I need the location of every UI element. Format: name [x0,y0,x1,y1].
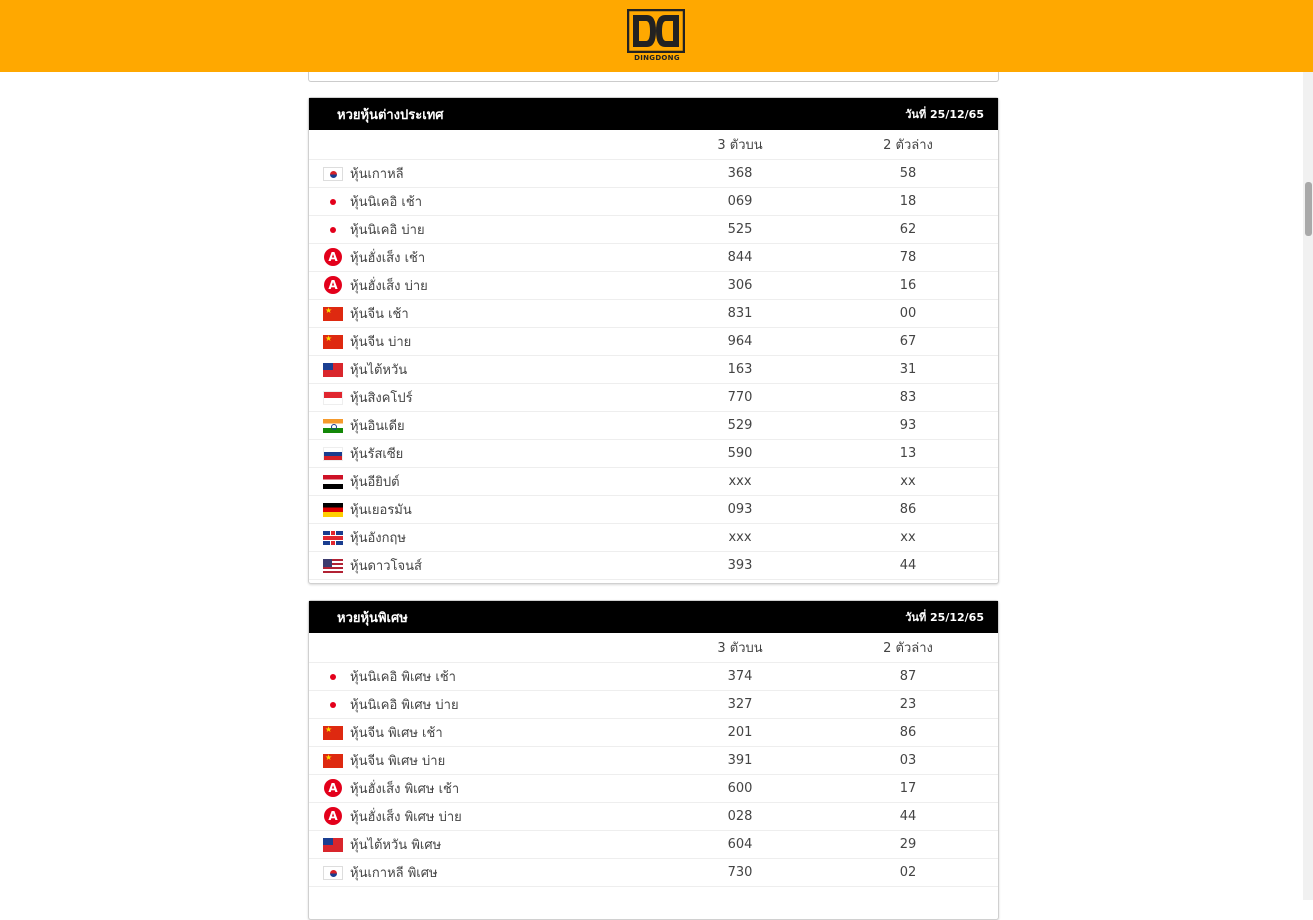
two-bottom-value: 31 [899,362,917,377]
two-bottom-value: 44 [899,558,917,573]
table-row [309,440,998,468]
column-two-bottom-header: 2 ตัวล่าง [883,641,933,656]
flag-icon [323,503,343,517]
flag-icon [323,726,343,740]
lottery-name: หุ้นเกาหลี พิเศษ [350,866,438,881]
two-bottom-value: 00 [899,306,917,321]
two-bottom-value: 17 [899,781,917,796]
table-row [309,691,998,719]
table-row [309,300,998,328]
lottery-name-cell [309,806,662,827]
flag-icon [323,363,343,377]
flag-icon [323,251,343,265]
three-top-value: 964 [727,334,753,349]
flag-icon [323,754,343,768]
two-bottom-value: 03 [899,753,917,768]
panel-title: หวยหุ้นพิเศษ [337,610,408,626]
flag-icon [323,810,343,824]
two-bottom-value: 02 [899,865,917,880]
lottery-name: หุ้นอินเดีย [350,419,405,434]
two-bottom-value: xx [900,474,916,489]
lottery-name: หุ้นสิงคโปร์ [350,391,413,406]
flag-icon [323,307,343,321]
table-row [309,272,998,300]
flag-icon [323,782,343,796]
three-top-value: 600 [727,781,753,796]
lottery-name-cell [309,275,662,296]
lottery-name-cell [309,471,662,492]
table-row [309,468,998,496]
three-top-value: 368 [727,166,753,181]
three-top-value: 831 [727,306,753,321]
flag-icon [323,223,343,237]
flag-icon [323,279,343,293]
special-stock-lottery-panel [308,600,999,920]
lottery-name: หุ้นจีน เช้า [350,307,409,322]
panel-header [309,601,998,633]
panel-title: หวยหุ้นต่างประเทศ [337,107,444,123]
three-top-value: 391 [727,753,753,768]
scrollbar-thumb[interactable] [1305,182,1312,236]
table-row [309,160,998,188]
flag-icon [323,866,343,880]
lottery-name-cell [309,443,662,464]
three-top-value: 374 [727,669,753,684]
three-top-value: 844 [727,250,753,265]
table-row [309,831,998,859]
flag-icon [323,335,343,349]
lottery-name-cell [309,303,662,324]
lottery-name-cell [309,163,662,184]
table-row [309,859,998,887]
three-top-value: 069 [727,194,753,209]
three-top-value: 590 [727,446,753,461]
lottery-name-cell [309,415,662,436]
lottery-name: หุ้นฮั่งเส็ง เช้า [350,251,426,266]
column-three-top-header: 3 ตัวบน [717,641,763,656]
table-row [309,384,998,412]
page-scrollbar[interactable] [1303,72,1313,900]
lottery-name: หุ้นนิเคอิ พิเศษ เช้า [350,670,456,685]
three-top-value: 093 [727,502,753,517]
foreign-stock-lottery-panel [308,97,999,584]
flag-icon [323,391,343,405]
column-header-row [309,130,998,160]
lottery-name-cell [309,191,662,212]
three-top-value: 604 [727,837,753,852]
lottery-name-cell [309,247,662,268]
flag-icon [323,531,343,545]
lottery-name: หุ้นอังกฤษ [350,531,406,546]
lottery-name-cell [309,778,662,799]
two-bottom-value: 83 [899,390,917,405]
table-row [309,188,998,216]
lottery-name: หุ้นจีน พิเศษ เช้า [350,726,443,741]
lottery-name-cell [309,499,662,520]
flag-icon [323,670,343,684]
two-bottom-value: 78 [899,250,917,265]
lottery-name-cell [309,694,662,715]
lottery-name-cell [309,331,662,352]
lottery-name-cell [309,834,662,855]
table-row [309,552,998,580]
column-two-bottom-header: 2 ตัวล่าง [883,138,933,153]
three-top-value: 529 [727,418,753,433]
results-list [309,160,998,580]
three-top-value: 393 [727,558,753,573]
lottery-name-cell [309,387,662,408]
lottery-name: หุ้นเกาหลี [350,167,404,182]
lottery-name: หุ้นดาวโจนส์ [350,559,422,574]
column-three-top-header: 3 ตัวบน [717,138,763,153]
three-top-value: 327 [727,697,753,712]
lottery-name: หุ้นอียิปต์ [350,475,400,490]
two-bottom-value: 29 [899,837,917,852]
lottery-name: หุ้นจีน บ่าย [350,335,412,350]
three-top-value: 306 [727,278,753,293]
three-top-value: 730 [727,865,753,880]
panel-date: วันที่ 25/12/65 [905,108,984,121]
two-bottom-value: 13 [899,446,917,461]
lottery-name: หุ้นไต้หวัน [350,363,408,378]
two-bottom-value: 93 [899,418,917,433]
flag-icon [323,475,343,489]
logo-text: DINGDONG [634,54,680,62]
flag-icon [323,447,343,461]
three-top-value: xxx [728,474,752,489]
lottery-name: หุ้นฮั่งเส็ง พิเศษ เช้า [350,782,460,797]
lottery-name: หุ้นนิเคอิ เช้า [350,195,422,210]
three-top-value: 163 [727,362,753,377]
two-bottom-value: 58 [899,166,917,181]
two-bottom-value: 87 [899,669,917,684]
table-row [309,412,998,440]
lottery-name-cell [309,555,662,576]
table-row [309,663,998,691]
column-header-row [309,633,998,663]
results-list [309,663,998,887]
lottery-name: หุ้นนิเคอิ พิเศษ บ่าย [350,698,459,713]
three-top-value: 525 [727,222,753,237]
top-header-bar [0,0,1313,72]
table-row [309,775,998,803]
three-top-value: xxx [728,530,752,545]
table-row [309,803,998,831]
table-row [309,719,998,747]
lottery-name: หุ้นจีน พิเศษ บ่าย [350,754,446,769]
panel-header [309,98,998,130]
lottery-name-cell [309,722,662,743]
table-row [309,747,998,775]
three-top-value: 028 [727,809,753,824]
three-top-value: 770 [727,390,753,405]
table-row [309,216,998,244]
lottery-name-cell [309,750,662,771]
lottery-name: หุ้นฮั่งเส็ง บ่าย [350,279,428,294]
lottery-name-cell [309,527,662,548]
two-bottom-value: xx [900,530,916,545]
two-bottom-value: 16 [899,278,917,293]
lottery-name-cell [309,359,662,380]
flag-icon [323,167,343,181]
lottery-name: หุ้นไต้หวัน พิเศษ [350,838,442,853]
dd-logo-icon [627,9,685,53]
table-row [309,244,998,272]
two-bottom-value: 86 [899,725,917,740]
previous-card-edge [308,72,999,82]
flag-icon [323,698,343,712]
table-row [309,356,998,384]
table-row [309,328,998,356]
flag-icon [323,838,343,852]
flag-icon [323,559,343,573]
lottery-name-cell [309,666,662,687]
two-bottom-value: 67 [899,334,917,349]
flag-icon [323,419,343,433]
two-bottom-value: 18 [899,194,917,209]
two-bottom-value: 62 [899,222,917,237]
table-row [309,524,998,552]
lottery-name: หุ้นรัสเซีย [350,447,404,462]
flag-icon [323,195,343,209]
three-top-value: 201 [727,725,753,740]
lottery-name: หุ้นฮั่งเส็ง พิเศษ บ่าย [350,810,462,825]
two-bottom-value: 23 [899,697,917,712]
site-logo[interactable] [627,9,687,63]
two-bottom-value: 86 [899,502,917,517]
lottery-name-cell [309,862,662,883]
table-row [309,496,998,524]
two-bottom-value: 44 [899,809,917,824]
lottery-name: หุ้นเยอรมัน [350,503,412,518]
lottery-name: หุ้นนิเคอิ บ่าย [350,223,425,238]
panel-date: วันที่ 25/12/65 [905,611,984,624]
lottery-name-cell [309,219,662,240]
